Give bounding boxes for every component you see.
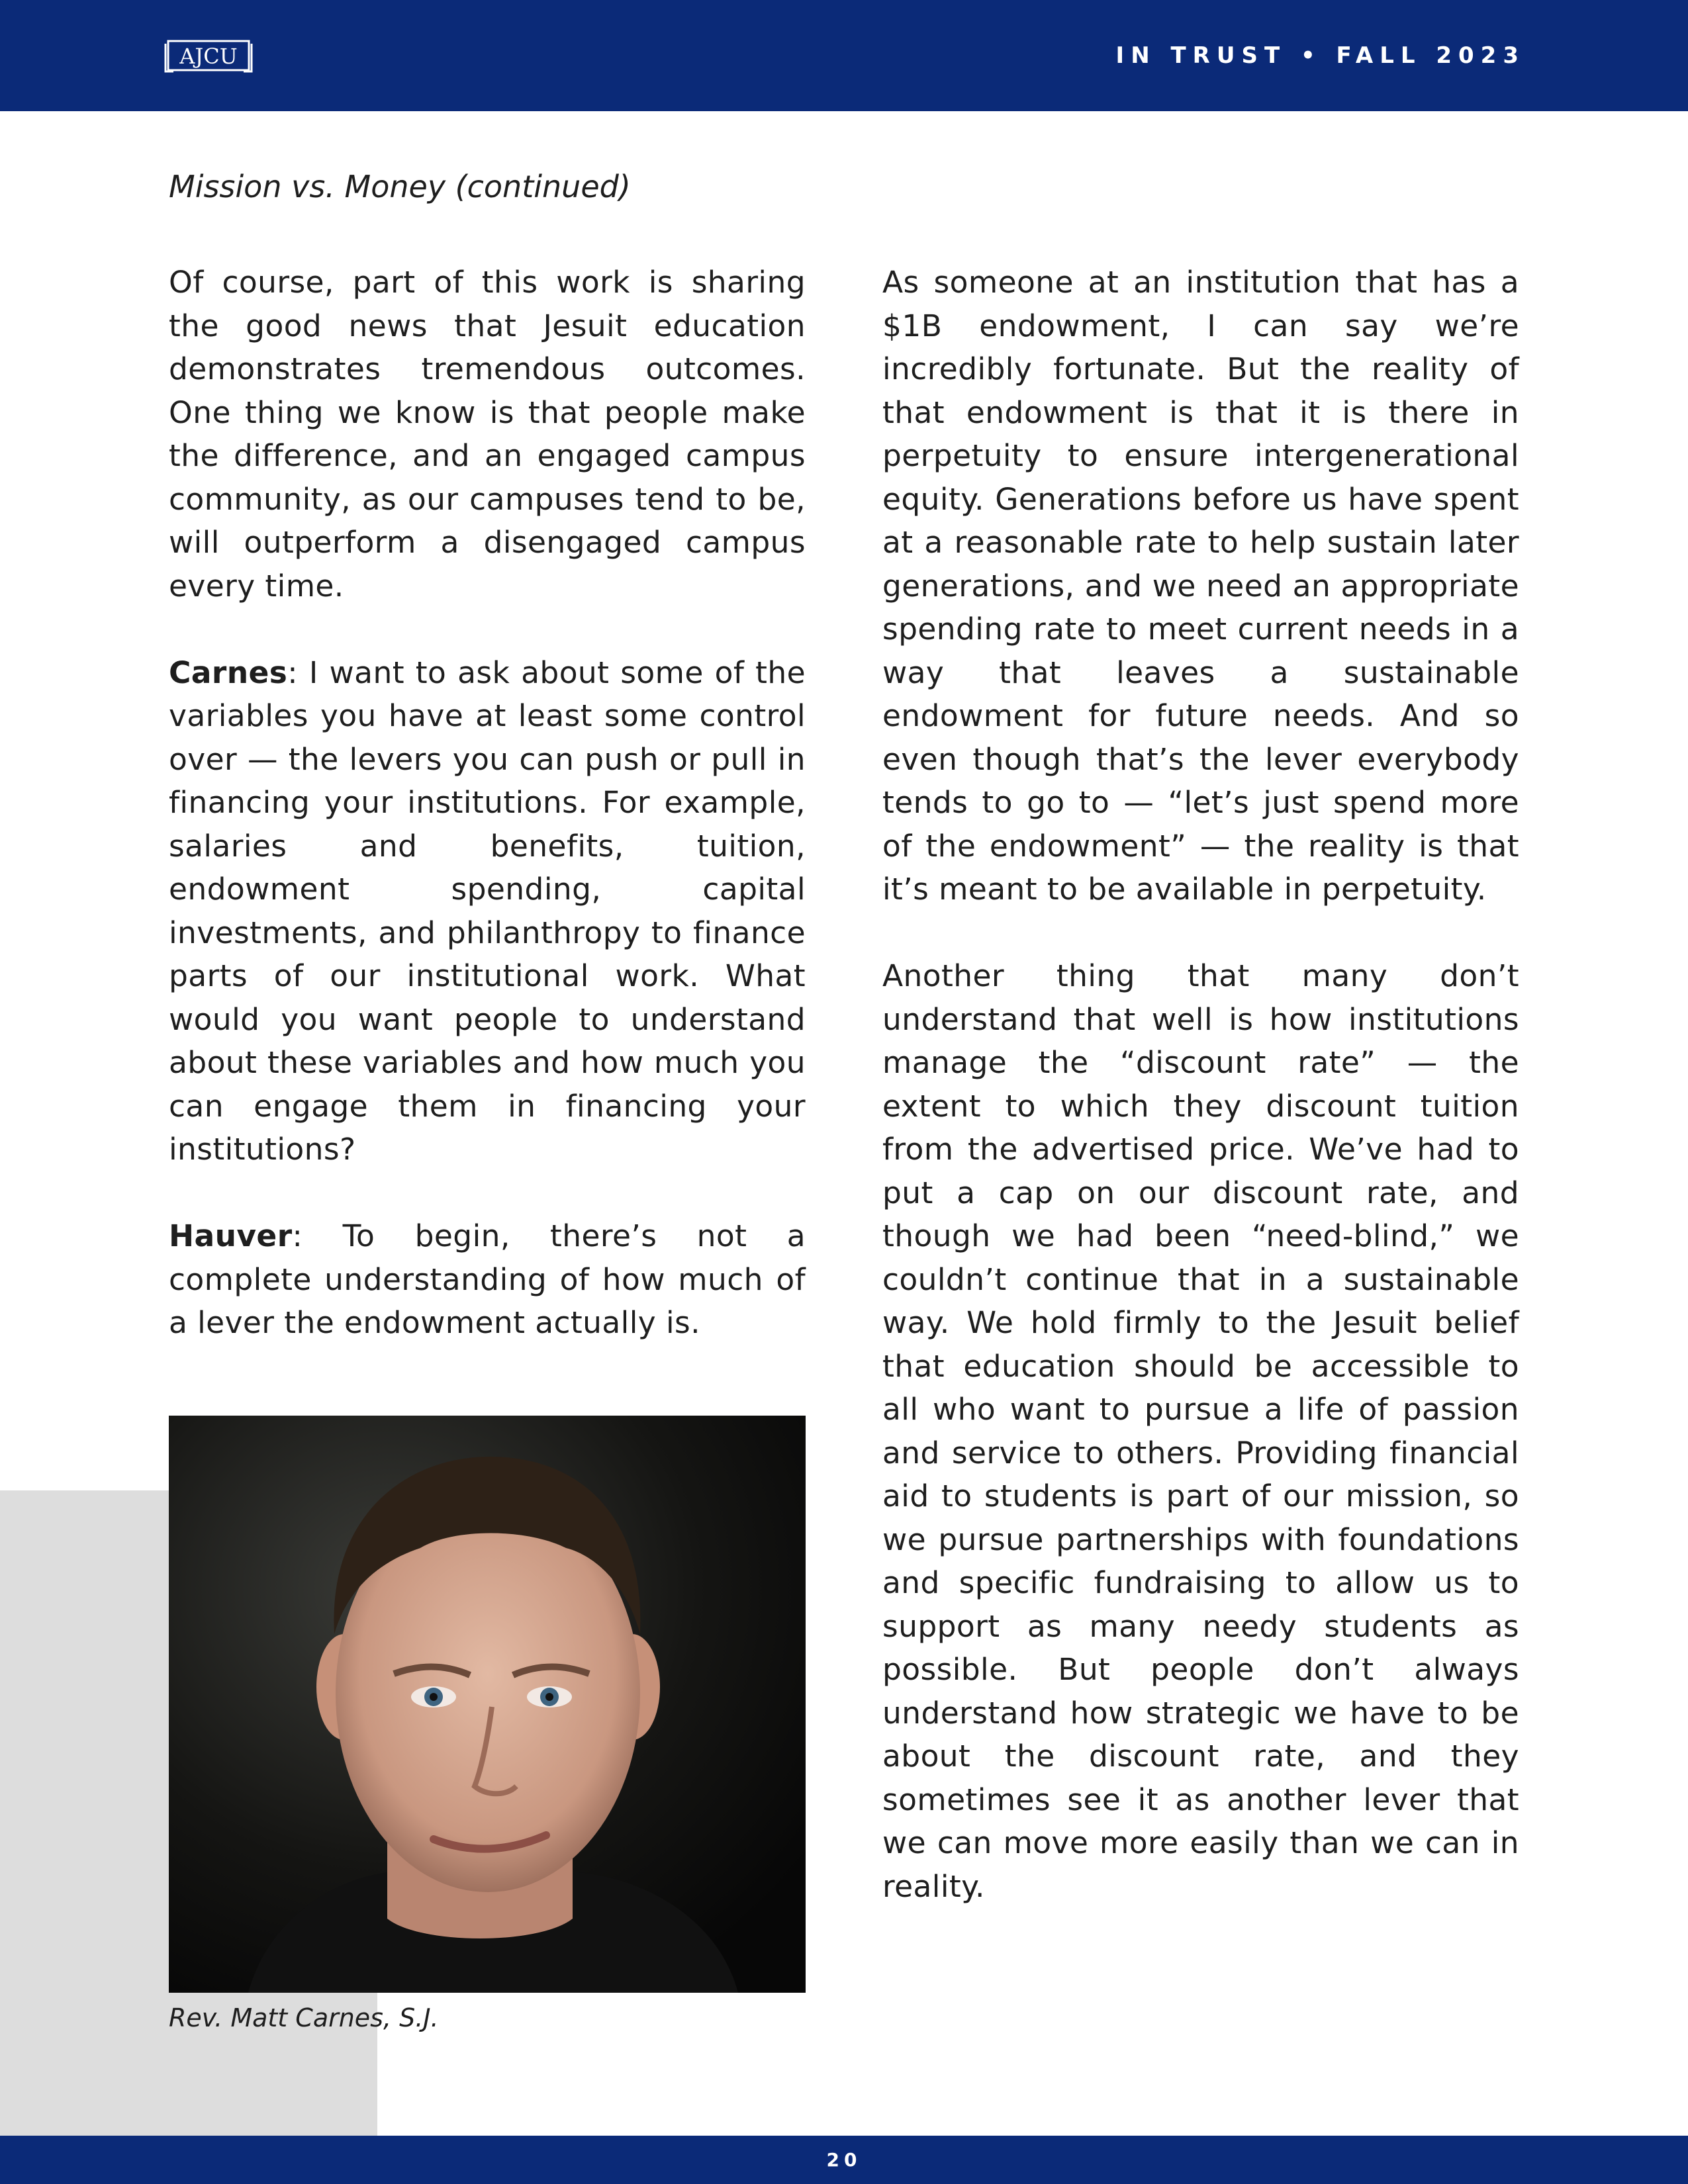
paragraph-endowment: As someone at an institution that has a $1B endowment, I can say we’re incredibly fortunate. But the reality of that endowment is that it is there in perpetuity to ensure intergenerational equity. Generations before us have spent at a reasonable rate to help sustain later generations, and we need an appropriate spending rate to meet current needs in a way that leaves a sustainable endowment for future needs. And so even though that’s the lever everybody tends to go to — “let’s just spend more of the endowment” — the reality is that it’s meant to be available in perpetuity. — [882, 265, 1519, 907]
portrait-photo — [169, 1416, 806, 1993]
ajcu-logo — [164, 38, 253, 73]
header-bar — [0, 0, 1688, 111]
right-column — [882, 261, 1519, 1908]
footer-bar — [0, 2136, 1688, 2184]
portrait-image — [169, 1416, 806, 1993]
publication-title: IN TRUST • FALL 2023 — [1115, 42, 1525, 69]
paragraph-hauver-answer — [169, 1214, 806, 1345]
ajcu-logo-icon — [164, 38, 253, 73]
speaker-carnes: Carnes — [169, 655, 288, 690]
paragraph-outcomes: Of course, part of this work is sharing the good news that Jesuit education demonstrates tremendous outcomes. One thing we know is that people make the difference, and an engaged campus community, as our campuses tend to be, will outperform a disengaged campus every time. — [169, 265, 806, 604]
page-number: 20 — [826, 2149, 862, 2171]
paragraph-discount-rate: Another thing that many don’t understand that well is how institutions manage the “discount rate” — the extent to which they discount tuition from the advertised price. We’ve had to put a cap on our discount rate, and though we had been “need-blind,” we couldn’t continue that in a sustainable way. We hold firmly to the Jesuit belief that education should be accessible to all who want to pursue a life of passion and service to others. Providing financial aid to students is part of our mission, so we pursue partnerships with foundations and specific fundraising to allow us to support as many needy students as possible. But people don’t always understand how strategic we have to be about the discount rate, and they sometimes see it as another lever that we can move more easily than we can in reality. — [882, 958, 1519, 1904]
carnes-question-text: : I want to ask about some of the variables you have at least some control over — the levers you can push or pull in financing your institutions. For example, salaries and benefits, tuition, endowment spending, capital investments, and philanthropy to finance parts of our institutional work. What would you want people to understand about these variables and how much you can engage them in financing your institutions? — [169, 655, 806, 1167]
speaker-hauver: Hauver — [169, 1218, 293, 1253]
hauver-answer-text: : To begin, there’s not a complete understanding of how much of a lever the endowment actually is. — [169, 1218, 806, 1340]
photo-caption: Rev. Matt Carnes, S.J. — [169, 2003, 439, 2032]
left-column — [169, 261, 806, 1345]
paragraph-carnes-question — [169, 651, 806, 1171]
logo-text: AJCU — [179, 44, 238, 69]
article-subtitle: Mission vs. Money (continued) — [169, 169, 631, 205]
